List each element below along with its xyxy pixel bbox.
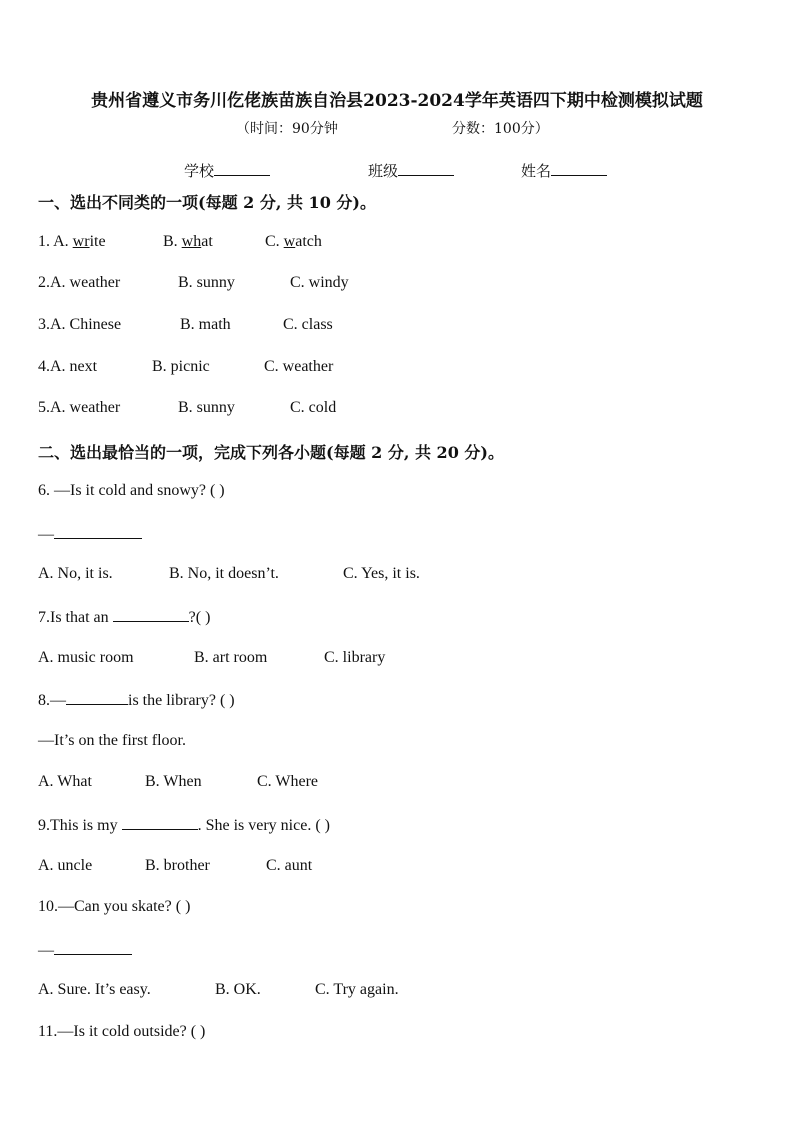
question-7-stem: 7.Is that an ?( ) — [38, 609, 211, 626]
q7-option-c[interactable]: C. library — [324, 649, 386, 666]
q9-blank[interactable] — [122, 815, 198, 830]
q5-option-a[interactable]: 5.A. weather — [38, 399, 121, 416]
question-10-reply: — — [38, 940, 132, 960]
question-11-stem: 11.—Is it cold outside? ( ) — [38, 1023, 206, 1040]
question-8-options — [38, 773, 319, 791]
q10-option-a[interactable]: A. Sure. It’s easy. — [38, 981, 151, 998]
name-label: 姓名 — [521, 162, 552, 180]
q3-option-a[interactable]: 3.A. Chinese — [38, 316, 122, 333]
page-title: 贵州省遵义市务川仡佬族苗族自治县2023-2024学年英语四下期中检测模拟试题 — [91, 91, 703, 111]
question-3 — [38, 316, 333, 334]
q7-option-b[interactable]: B. art room — [194, 649, 268, 666]
q6-option-a[interactable]: A. No, it is. — [38, 565, 113, 582]
school-blank[interactable] — [214, 161, 270, 176]
section1-heading: 一、选出不同类的一项(每题 2 分, 共 10 分)。 — [38, 193, 376, 212]
q4-option-a[interactable]: 4.A. next — [38, 358, 98, 375]
name-blank[interactable] — [551, 161, 607, 176]
q9-option-a[interactable]: A. uncle — [38, 857, 93, 874]
question-6-options — [38, 565, 420, 583]
question-10-stem: 10.—Can you skate? ( ) — [38, 898, 191, 915]
question-5 — [38, 399, 337, 417]
q3-option-c[interactable]: C. class — [283, 316, 333, 333]
question-10-options — [38, 981, 399, 999]
q5-option-b[interactable]: B. sunny — [178, 399, 235, 416]
question-1 — [38, 233, 322, 251]
q6-answer-blank[interactable] — [54, 524, 142, 539]
q5-option-c[interactable]: C. cold — [290, 399, 337, 416]
q3-option-b[interactable]: B. math — [180, 316, 231, 333]
q8-option-a[interactable]: A. What — [38, 773, 92, 790]
question-9-stem: 9.This is my . She is very nice. ( ) — [38, 817, 330, 834]
section2-heading: 二、选出最恰当的一项，完成下列各小题(每题 2 分, 共 20 分)。 — [38, 443, 504, 462]
class-field — [368, 160, 454, 181]
total-score: 分数：100分） — [452, 121, 549, 137]
q2-option-c[interactable]: C. windy — [290, 274, 349, 291]
question-6-reply: — — [38, 524, 142, 544]
school-label: 学校 — [184, 162, 215, 180]
q9-option-b[interactable]: B. brother — [145, 857, 210, 874]
q8-blank[interactable] — [66, 690, 128, 705]
name-field — [521, 160, 607, 181]
question-2 — [38, 274, 349, 292]
q8-option-c[interactable]: C. Where — [257, 773, 319, 790]
question-7-options — [38, 649, 386, 667]
q10-answer-blank[interactable] — [54, 940, 132, 955]
q8-option-b[interactable]: B. When — [145, 773, 202, 790]
question-4 — [38, 358, 334, 376]
question-9-options — [38, 857, 313, 875]
q4-option-c[interactable]: C. weather — [264, 358, 334, 375]
q7-option-a[interactable]: A. music room — [38, 649, 134, 666]
class-label: 班级 — [368, 162, 399, 180]
q10-option-c[interactable]: C. Try again. — [315, 981, 399, 998]
q4-option-b[interactable]: B. picnic — [152, 358, 210, 375]
question-8-reply: —It’s on the first floor. — [38, 732, 186, 749]
q1-option-a[interactable]: 1. A. write — [38, 233, 106, 250]
time-limit: （时间：90分钟 — [236, 121, 338, 137]
school-field — [184, 160, 270, 181]
q2-option-a[interactable]: 2.A. weather — [38, 274, 121, 291]
question-6-stem: 6. —Is it cold and snowy? ( ) — [38, 482, 225, 499]
q1-option-c[interactable]: C. watch — [265, 233, 322, 250]
q7-blank[interactable] — [113, 607, 189, 622]
question-8-stem: 8.— is the library? ( ) — [38, 692, 235, 709]
class-blank[interactable] — [398, 161, 454, 176]
q2-option-b[interactable]: B. sunny — [178, 274, 235, 291]
q1-option-b[interactable]: B. what — [163, 233, 213, 250]
q6-option-c[interactable]: C. Yes, it is. — [343, 565, 420, 582]
q10-option-b[interactable]: B. OK. — [215, 981, 261, 998]
q9-option-c[interactable]: C. aunt — [266, 857, 313, 874]
q6-option-b[interactable]: B. No, it doesn’t. — [169, 565, 279, 582]
